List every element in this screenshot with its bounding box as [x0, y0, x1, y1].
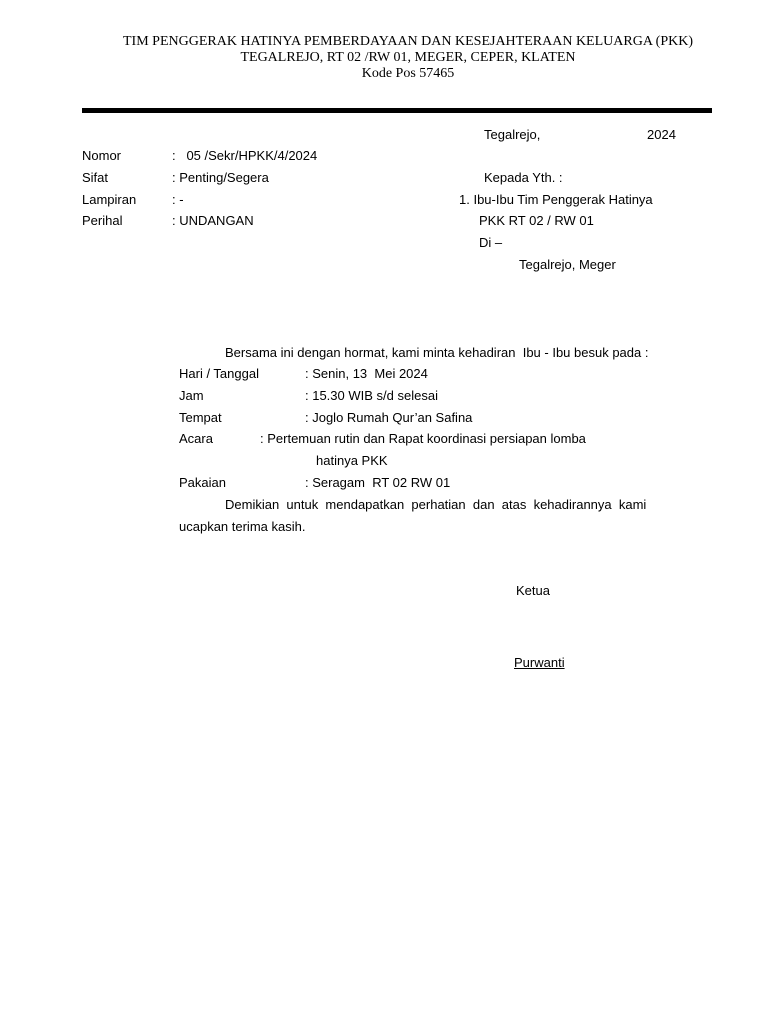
pakaian-label: Pakaian — [179, 475, 226, 490]
jam-label: Jam — [179, 388, 204, 403]
letterhead-divider — [82, 108, 712, 113]
lampiran-value: : - — [172, 192, 184, 207]
recipient-greeting: Kepada Yth. : — [484, 170, 563, 185]
acara-label: Acara — [179, 431, 213, 446]
signature-title: Ketua — [516, 583, 550, 598]
signature-name: Purwanti — [514, 655, 565, 670]
tempat-value: : Joglo Rumah Qur’an Safina — [305, 410, 473, 425]
date-place: Tegalrejo, — [484, 127, 541, 142]
perihal-label: Perihal — [82, 213, 123, 228]
hari-value: : Senin, 13 Mei 2024 — [305, 366, 428, 381]
jam-value: : 15.30 WIB s/d selesai — [305, 388, 438, 403]
recipient-line1: 1. Ibu-Ibu Tim Penggerak Hatinya — [459, 192, 653, 207]
closing-line1: Demikian untuk mendapatkan perhatian dan atas kehadirannya kami — [225, 497, 647, 512]
recipient-line2: PKK RT 02 / RW 01 — [479, 213, 594, 228]
nomor-label: Nomor — [82, 148, 122, 163]
nomor-value: : 05 /Sekr/HPKK/4/2024 — [172, 148, 318, 163]
body-intro: Bersama ini dengan hormat, kami minta kehadiran Ibu - Ibu besuk pada : — [225, 345, 649, 360]
recipient-line3: Di – — [479, 235, 503, 250]
letterhead-address: TEGALREJO, RT 02 /RW 01, MEGER, CEPER, KLATEN — [240, 50, 576, 65]
pakaian-value: : Seragam RT 02 RW 01 — [305, 475, 451, 490]
letterhead-postcode: Kode Pos 57465 — [361, 66, 455, 81]
lampiran-label: Lampiran — [82, 192, 137, 207]
acara-value-cont: hatinya PKK — [316, 453, 388, 468]
letterhead-org-name: TIM PENGGERAK HATINYA PEMBERDAYAAN DAN KESEJAHTERAAN KELUARGA (PKK) — [123, 34, 693, 49]
tempat-label: Tempat — [179, 410, 222, 425]
sifat-label: Sifat — [82, 170, 109, 185]
acara-value: : Pertemuan rutin dan Rapat koordinasi persiapan lomba — [260, 431, 586, 446]
recipient-line4: Tegalrejo, Meger — [519, 257, 616, 272]
date-year: 2024 — [647, 127, 676, 142]
sifat-value: : Penting/Segera — [172, 170, 269, 185]
perihal-value: : UNDANGAN — [172, 213, 254, 228]
hari-label: Hari / Tanggal — [179, 366, 259, 381]
closing-line2: ucapkan terima kasih. — [179, 519, 306, 534]
